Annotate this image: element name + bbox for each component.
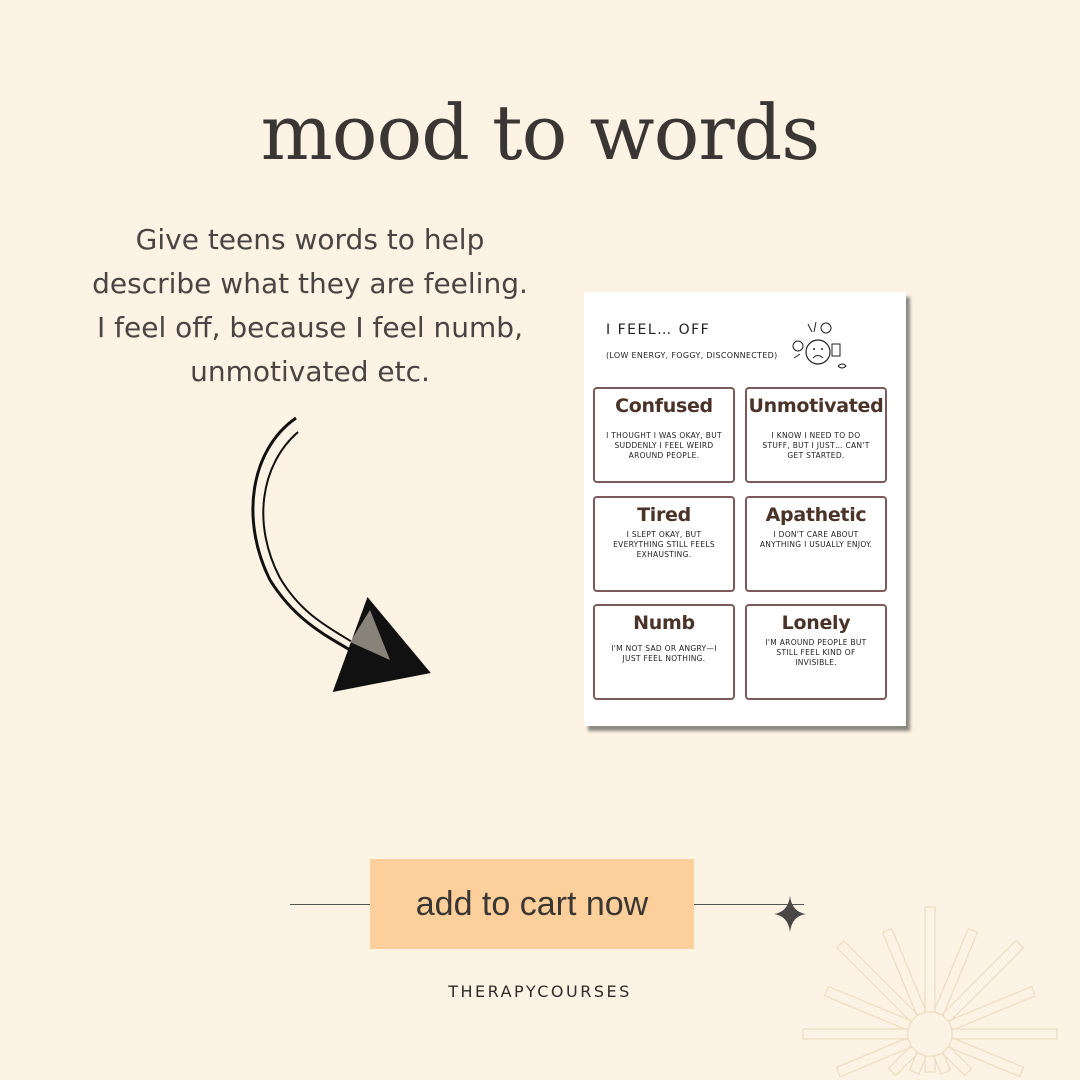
description: [60, 218, 560, 394]
description-line: Give teens words to help: [135, 223, 485, 256]
card-text: I'M AROUND PEOPLE BUT STILL FEEL KIND OF INVISIBLE.: [765, 638, 867, 667]
sparkle-icon: [774, 896, 806, 932]
card-text: I SLEPT OKAY, BUT EVERYTHING STILL FEELS EXHAUSTING.: [613, 530, 715, 559]
add-to-cart-button[interactable]: add to cart now: [370, 859, 694, 949]
sunburst-ray: [803, 1029, 908, 1039]
sunburst-ray: [952, 1029, 1057, 1039]
card-text: I KNOW I NEED TO DO STUFF, BUT I JUST… CAN'T GET STARTED.: [762, 431, 870, 460]
sunburst-ray: [925, 1056, 935, 1072]
card-word: Numb: [633, 612, 695, 634]
sunburst-ray: [910, 1052, 927, 1074]
emotion-card: [593, 604, 735, 700]
card-word: Confused: [615, 395, 713, 417]
description-line: unmotivated etc.: [190, 355, 430, 388]
sad-face-doodle-icon: [788, 318, 848, 374]
card-text: I DON'T CARE ABOUT ANYTHING I USUALLY ENJOY.: [759, 530, 873, 549]
card-word: Apathetic: [765, 504, 867, 526]
card-word: Unmotivated: [748, 395, 884, 417]
worksheet-heading: I FEEL… OFF: [606, 322, 711, 338]
brand-name: THERAPYCOURSES: [448, 982, 632, 1001]
sunburst-ray: [883, 929, 927, 1016]
emotion-card: [745, 387, 887, 483]
card-text: I'M NOT SAD OR ANGRY—I JUST FEEL NOTHING.: [611, 644, 717, 663]
sunburst-ray: [934, 1052, 951, 1074]
card-word: Lonely: [781, 612, 851, 634]
worksheet-subheading: (LOW ENERGY, FOGGY, DISCONNECTED): [606, 351, 778, 360]
hand-drawn-arrow-icon: [240, 410, 440, 700]
emotion-card: [745, 604, 887, 700]
card-word: Tired: [637, 504, 691, 526]
sunburst-ray: [934, 929, 978, 1016]
emotion-card: [593, 387, 735, 483]
page-title: mood to words: [260, 88, 820, 177]
emotion-card: [593, 496, 735, 592]
description-line: I feel off, because I feel numb,: [97, 311, 523, 344]
emotion-card: [745, 496, 887, 592]
description-line: describe what they are feeling.: [92, 267, 528, 300]
card-text: I THOUGHT I WAS OKAY, BUT SUDDENLY I FEEL WEIRD AROUND PEOPLE.: [606, 431, 722, 460]
divider-line-left: [290, 904, 370, 905]
worksheet-preview: [584, 292, 906, 726]
